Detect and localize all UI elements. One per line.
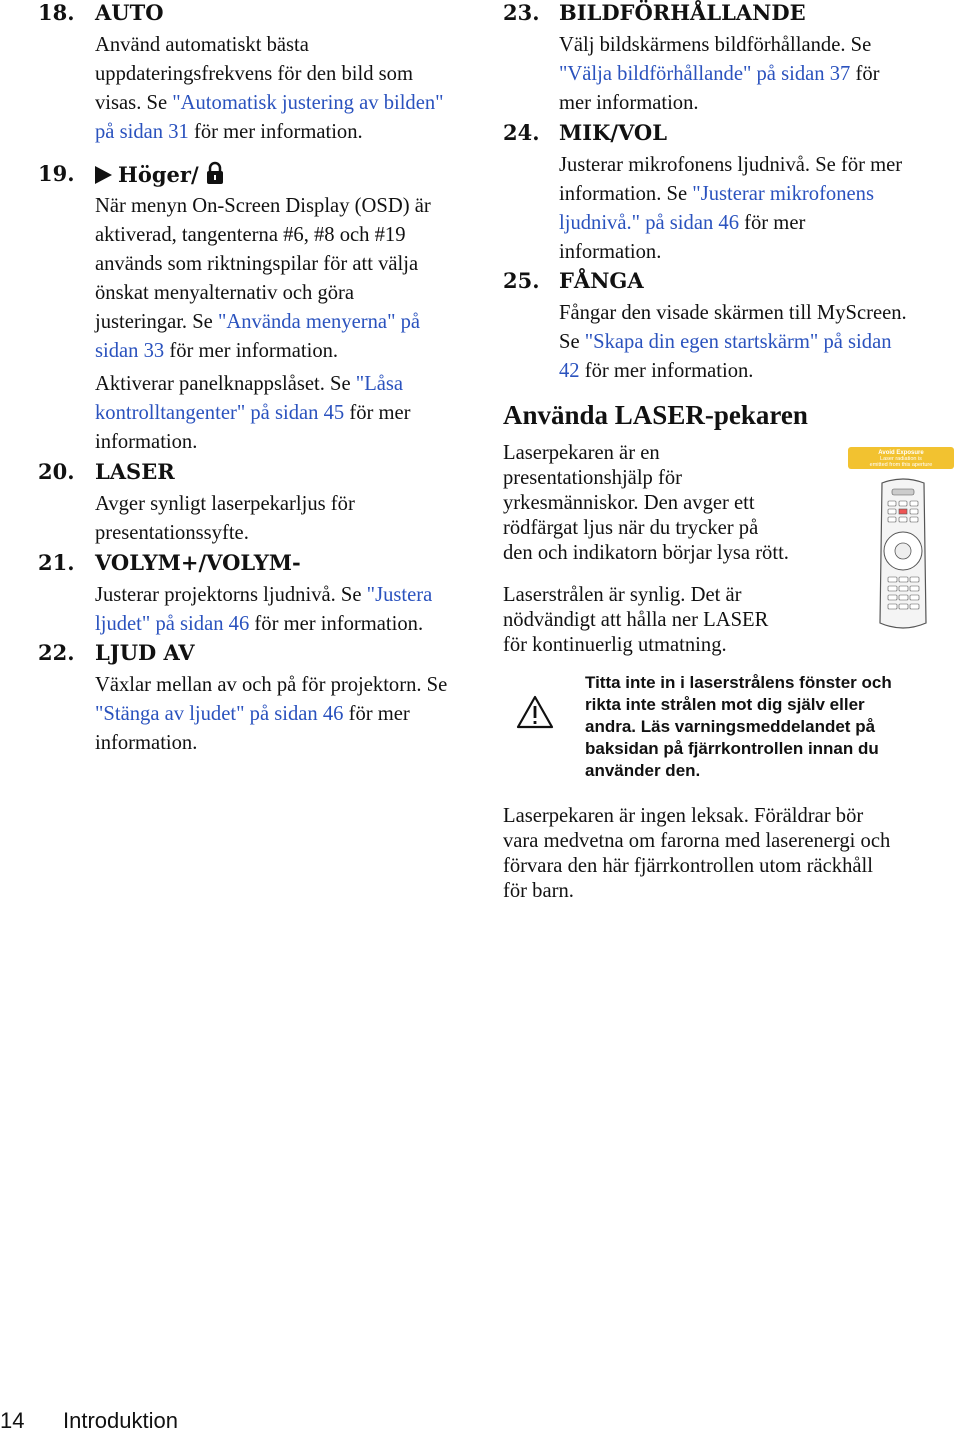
paragraph-line: presentationshjälp för	[503, 467, 682, 489]
body-text: uppdateringsfrekvens för den bild som	[95, 63, 413, 85]
body-text: önskat menyalternativ och göra	[95, 282, 355, 304]
heading-text: AUTO	[95, 0, 164, 25]
text-line	[95, 308, 495, 337]
text-line	[95, 519, 495, 548]
text-line	[95, 337, 495, 366]
text-line	[95, 89, 495, 118]
cross-reference-link[interactable]: kontrolltangenter" på sidan 45	[95, 402, 345, 424]
item-heading	[95, 459, 175, 485]
warning-text	[585, 672, 955, 782]
paragraph-line: vara medvetna om farorna med laserenergi och	[503, 830, 891, 852]
item-number: 22.	[38, 640, 75, 665]
paragraph-line: för barn.	[503, 880, 574, 902]
remote-label-line-3: emitted from this aperture	[869, 462, 933, 468]
body-text: När menyn On-Screen Display (OSD) är	[95, 195, 431, 217]
item-number: 18.	[38, 0, 75, 25]
item-heading	[559, 120, 667, 146]
cross-reference-link[interactable]: "Låsa	[355, 373, 404, 395]
body-text: används som riktningspilar för att välja	[95, 253, 419, 275]
text-line	[95, 221, 495, 250]
item-heading	[559, 268, 644, 294]
body-text: justeringar. Se	[95, 311, 218, 333]
text-line	[95, 399, 495, 428]
item-heading	[95, 0, 164, 26]
text-line	[95, 118, 495, 147]
remote-control-image	[848, 447, 956, 633]
body-text: för	[850, 63, 880, 85]
paragraph-line: Laserstrålen är synlig. Det är	[503, 584, 742, 606]
paragraph-line: den och indikatorn börjar lysa rött.	[503, 542, 789, 564]
lock-icon	[205, 161, 225, 185]
body-text: för mer	[343, 703, 410, 725]
item-heading	[95, 550, 301, 576]
body-text: Använd automatiskt bästa	[95, 34, 309, 56]
body-text: information.	[559, 241, 662, 263]
paragraph-line: för kontinuerlig utmatning.	[503, 634, 727, 656]
chapter-title: Introduktion	[63, 1408, 178, 1433]
cross-reference-link[interactable]: 42	[559, 360, 580, 382]
body-text: information.	[95, 732, 198, 754]
text-line	[559, 151, 955, 180]
body-text: för mer information.	[579, 360, 754, 382]
body-text: Fångar den visade skärmen till MyScreen.	[559, 302, 907, 324]
remote-label-line-1: Avoid Exposure	[878, 450, 924, 456]
warning-line: andra. Läs varningsmeddelandet på	[585, 717, 876, 736]
text-line	[559, 328, 955, 357]
text-line	[95, 729, 495, 758]
cross-reference-link[interactable]: "Skapa din egen startskärm" på sidan	[584, 331, 892, 353]
paragraph-line: rödfärgat ljus när du trycker på	[503, 517, 759, 539]
body-text: för mer	[344, 402, 411, 424]
section-title: Använda LASER-pekaren	[503, 400, 808, 430]
text-line	[559, 89, 955, 118]
text-line	[95, 581, 495, 610]
paragraph-line: Laserpekaren är ingen leksak. Föräldrar bör	[503, 805, 864, 827]
remote-label-line-2: Laser radiation is	[880, 456, 922, 462]
warning-line: baksidan på fjärrkontrollen innan du	[585, 739, 879, 758]
text-line	[95, 279, 495, 308]
body-text: information. Se	[559, 183, 693, 205]
text-line	[95, 192, 495, 221]
text-line	[95, 250, 495, 279]
text-line	[559, 357, 955, 386]
page-number: 14	[0, 1408, 25, 1433]
body-text: Justerar projektorns ljudnivå. Se	[95, 584, 367, 606]
paragraph-line: nödvändigt att hålla ner LASER	[503, 609, 769, 631]
item-heading	[95, 640, 195, 666]
paragraph-line: yrkesmänniskor. Den avger ett	[503, 492, 755, 514]
text-line	[95, 428, 495, 457]
heading-text: MIK/VOL	[559, 120, 667, 145]
right-arrow-icon	[95, 166, 112, 184]
item-number: 20.	[38, 459, 75, 484]
cross-reference-link[interactable]: "Stänga av ljudet" på sidan 46	[95, 703, 344, 725]
body-text: för mer information.	[188, 121, 363, 143]
warning-box	[503, 672, 955, 792]
body-text: för mer	[739, 212, 806, 234]
paragraph-line: förvara den här fjärrkontrollen utom räckhåll	[503, 855, 873, 877]
item-number: 23.	[503, 0, 540, 25]
cross-reference-link[interactable]: "Justera	[366, 584, 433, 606]
text-line	[559, 209, 955, 238]
heading-text: FÅNGA	[559, 268, 644, 293]
item-number: 19.	[38, 161, 75, 186]
text-line	[559, 238, 955, 267]
paragraph-line: Laserpekaren är en	[503, 442, 660, 464]
item-number: 24.	[503, 120, 540, 145]
body-text: för mer information.	[164, 340, 339, 362]
text-line	[95, 490, 495, 519]
body-text: Se	[559, 331, 585, 353]
text-line	[559, 31, 955, 60]
cross-reference-link[interactable]: "Välja bildförhållande" på sidan 37	[559, 63, 851, 85]
cross-reference-link[interactable]: sidan 33	[95, 340, 165, 362]
text-line	[95, 370, 495, 399]
item-number: 21.	[38, 550, 75, 575]
body-text: mer information.	[559, 92, 699, 114]
heading-text: LJUD AV	[95, 640, 195, 665]
body-text: Avger synligt laserpekarljus för	[95, 493, 355, 515]
body-text: Aktiverar panelknappslåset. Se	[95, 373, 356, 395]
text-line	[95, 60, 495, 89]
body-text: aktiverad, tangenterna #6, #8 och #19	[95, 224, 406, 246]
body-text: information.	[95, 431, 198, 453]
text-line	[559, 60, 955, 89]
text-line	[95, 671, 495, 700]
cross-reference-link[interactable]: "Använda menyerna" på	[217, 311, 421, 333]
body-text: för mer information.	[249, 613, 424, 635]
heading-text: BILDFÖRHÅLLANDE	[559, 0, 806, 25]
heading-text: LASER	[95, 459, 175, 484]
item-heading	[559, 0, 806, 26]
body-text: Välj bildskärmens bildförhållande. Se	[559, 34, 872, 56]
warning-icon	[515, 694, 555, 730]
warning-line: rikta inte strålen mot dig själv eller	[585, 695, 865, 714]
item-number: 25.	[503, 268, 540, 293]
body-text: Justerar mikrofonens ljudnivå. Se för mer	[559, 154, 903, 176]
cross-reference-link[interactable]: ljudet" på sidan 46	[95, 613, 250, 635]
cross-reference-link[interactable]: ljudnivå." på sidan 46	[559, 212, 739, 234]
cross-reference-link[interactable]: "Justerar mikrofonens	[692, 183, 874, 205]
text-line	[559, 180, 955, 209]
text-line	[95, 31, 495, 60]
body-text: visas. Se	[95, 92, 173, 114]
text-line	[95, 610, 495, 639]
text-line	[95, 700, 495, 729]
heading-text: VOLYM+/VOLYM-	[95, 550, 301, 575]
warning-line: Titta inte in i laserstrålens fönster och	[585, 673, 892, 692]
heading-text: Höger/	[118, 162, 199, 187]
text-line	[559, 299, 955, 328]
warning-line: använder den.	[585, 761, 701, 780]
cross-reference-link[interactable]: på sidan 31	[95, 121, 189, 143]
cross-reference-link[interactable]: "Automatisk justering av bilden"	[172, 92, 444, 114]
body-text: Växlar mellan av och på för projektorn. Se	[95, 674, 448, 696]
body-text: presentationssyfte.	[95, 522, 249, 544]
item-heading	[95, 161, 225, 188]
